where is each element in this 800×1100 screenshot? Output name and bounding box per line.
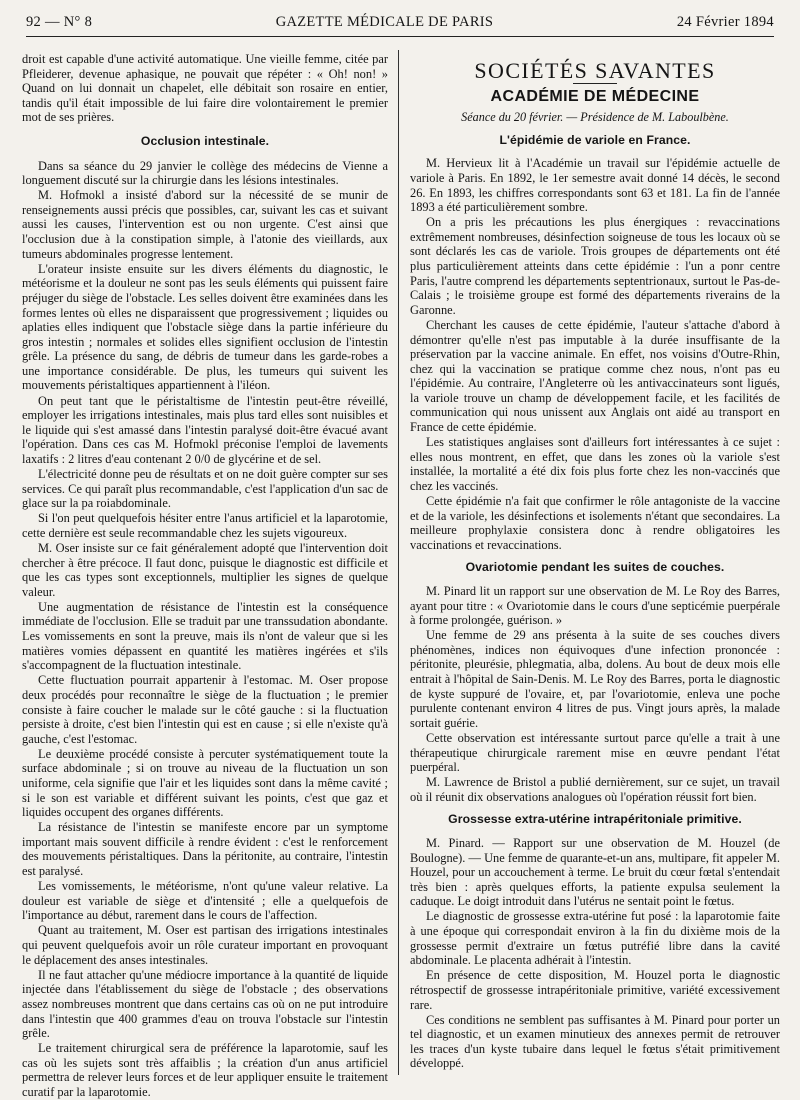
article-heading-occlusion: Occlusion intestinale.: [140, 133, 270, 148]
journal-title: GAZETTE MÉDICALE DE PARIS: [275, 14, 494, 30]
paragraph: Dans sa séance du 29 janvier le collège des médecins de Vienne a longuement discuté sur la chirurgie dans les lésions intestinales.: [22, 158, 388, 188]
article-heading-grossesse: Grossesse extra-utérine intrapéritoniale primitive.: [448, 812, 742, 827]
paragraph: Cette épidémie n'a fait que confirmer le rôle antagoniste de la vaccine et de la variole, les désinfections et isolements n'étant que secondaires. La meilleure prophylaxie consistera donc à rendre obligatoires les vaccinations et revaccinations.: [410, 494, 780, 552]
paragraph: En présence de cette disposition, M. Houzel porta le diagnostic rétrospectif de grossesse intrapéritoniale primitive, variété excessivement rare.: [410, 968, 780, 1012]
paragraph: M. Pinard lit un rapport sur une observation de M. Le Roy des Barres, ayant pour titre : « Ovariotomie dans le cours d'une septicémie puerpérale à forme prolongée, guérison. »: [410, 584, 780, 628]
paragraph: M. Hervieux lit à l'Académie un travail sur l'épidémie actuelle de variole à Paris. En 1892, le 1er semestre avait donné 14 décès, le second 26. En 1893, les chiffres correspondants sont 63 et 181. La fin de l'année 1893 a été particulièrement sombre.: [410, 156, 780, 215]
paragraph: Cherchant les causes de cette épidémie, l'auteur s'attache d'abord à démontrer qu'elle n'est pas imputable à la durée insuffisante de la préservation par la vaccine animale. En effet, nos voisins d'Outre-Rhin, chez qui la vaccination se pratique comme chez nous, n'ont pas eu l'épidémie. Au contraire, l'Angleterre où les antivaccinateurs sont ligués, la variole trouve un champ de développement facile, et les facilités de communication qui nous unissent aux Anglais ont aidé au transport en France de cette épidémie.: [410, 317, 780, 435]
academy-title: ACADÉMIE DE MÉDECINE: [490, 87, 700, 105]
header-rule: [26, 36, 774, 37]
paragraph: On peut tant que le péristaltisme de l'intestin peut-être réveillé, employer les irrigations intestinales, mais plus tard elles sont nuisibles et le liquide qui s'est amassé dans l'intestin paralysé doit-être évacué avant l'opération. Dans ces cas M. Hofmokl préconise l'emploi de lavements laxatifs : 2 litres d'eau contenant 2 0/0 de glycérine et de sel.: [22, 393, 388, 466]
paragraph: Les statistiques anglaises sont d'ailleurs fort intéressantes à ce sujet : elles nous montrent, en effet, que dans les zones où la variole s'est installée, la mortalité a été dix fois plus forte chez les non-vaccinés que chez les vaccinés.: [410, 435, 780, 493]
paragraph: Le diagnostic de grossesse extra-utérine fut posé : la laparotomie faite à une époque qui correspondait environ à la fin du dixième mois de la grossesse permit d'extraire un fœtus putréfié libre dans la cavité abdominale. Le placenta adhérait à l'intestin.: [410, 909, 780, 968]
running-head: [26, 14, 774, 34]
paragraph: Il ne faut attacher qu'une médiocre importance à la quantité de liquide injectée dans l'établissement du siège de l'obstacle ; des observations assez nombreuses montrent que dans certains cas où on ne put introduire dans l'intestin que 400 grammes d'eau on trouva l'obstacle sur l'intestin grêle.: [22, 967, 388, 1041]
paragraph: Ces conditions ne semblent pas suffisantes à M. Pinard pour porter un tel diagnostic, et un examen minutieux des annexes permit de retrouver les traces d'un kyste tubaire dans lequel le fœtus s'était primitivement développé.: [410, 1012, 780, 1071]
paragraph: Une augmentation de résistance de l'intestin est la conséquence immédiate de l'occlusion. Elle se traduit par une transsudation abondante. Les vomissements en sont la preuve, mais ils n'ont de valeur que si les matières vomies dépassent en quantité les matières ingérées et s'ils s'accompagnent de la fluctuation intestinale.: [22, 599, 388, 673]
paragraph: L'électricité donne peu de résultats et on ne doit guère compter sur ses services. Ce qui paraît plus recommandable, c'est l'application d'un sac de glace sur la pa roiabdominale.: [22, 467, 388, 511]
paragraph: M. Lawrence de Bristol a publié dernièrement, sur ce sujet, un travail où il réunit dix observations analogues où l'opération réussit fort bien.: [410, 775, 780, 804]
paragraph: L'orateur insiste ensuite sur les divers éléments du diagnostic, le météorisme et la douleur ne sont pas les seuls éléments qui puissent faire préjuger du siège de l'obstacle. Les selles doivent être examinées dans les formes lentes où elles ne disparaissent que progressivement ; liquides ou aplaties elles indiquent que l'obstacle siège dans la partie inférieure du gros intestin ; normales et solides elles signifient occlusion de l'intestin grêle. La présence du sang, de débris de tumeur dans les garde-robes a une importance considérable. De plus, les tumeurs qui suivent les mouvements péristaltiques appartiennent à l'iléon.: [22, 261, 388, 393]
paragraph: On a pris les précautions les plus énergiques : revaccinations extrêmement nombreuses, désinfection soigneuse de tous les locaux où se sont déclarés les cas de variole. Trois groupes de départements ont été plus particulièrement atteints dans cette épidémie : l'un a ponr centre Paris, l'autre comprend les départements septentrionaux, surtout le Pas-de-Calais ; le troisième groupe est formé des départements riverains de la Garonne.: [410, 215, 780, 317]
article-heading-variole: L'épidémie de variole en France.: [499, 132, 691, 147]
left-column: [22, 52, 388, 1099]
issue-number: — N° 8: [45, 14, 93, 30]
paragraph: M. Pinard. — Rapport sur une observation de M. Houzel (de Boulogne). — Une femme de quarante-et-un ans, multipare, fit appeler M. Houzel, pour un accouchement à terme. Le bruit du cœur fœtal s'entendait très bien : après quelques efforts, la patiente expulsa seulement la caduque. Le doigt introduit dans l'utérus ne sentait point le fœtus.: [410, 836, 780, 909]
paragraph: Les vomissements, le météorisme, n'ont qu'une valeur relative. La douleur est variable de siège et d'intensité ; elle a quelquefois de l'importance au début, rarement dans le cours de l'affection.: [22, 879, 388, 923]
article-heading-ovariotomie: Ovariotomie pendant les suites de couches.: [465, 560, 725, 575]
column-divider: [398, 50, 399, 1075]
paragraph: Si l'on peut quelquefois hésiter entre l'anus artificiel et la laparotomie, cette dernière est seule recommandable chez les sujets vigoureux.: [22, 511, 388, 540]
paragraph: Le deuxième procédé consiste à percuter systématiquement toute la surface abdominale ; si on trouve au niveau de la fluctuation un son uniforme, cela signifie que l'air et les liquides sont dans la même cavité ; si le son est variable et différent suivant les points, c'est que gaz et liquides occupent des organes différents.: [22, 746, 388, 820]
right-column: [410, 52, 780, 1079]
intro-paragraph: droit est capable d'une activité automatique. Une vieille femme, citée par Pfleiderer, devenue aphasique, ne pouvait que répéter : « Oh! non! » Quand on lui donnait un chapelet, elle débitait son rosaire en entier, tandis qu'il était impossible de lui faire dire volontairement le premier mot de ses prières.: [22, 52, 388, 125]
seance-line: Séance du 20 février. — Présidence de M. Laboulbène.: [461, 110, 729, 125]
paragraph: Cette observation est intéressante surtout parce qu'elle a trait à une thérapeutique chirurgicale rarement mise en œuvre pendant l'état puerpéral.: [410, 730, 780, 775]
paragraph: M. Oser insiste sur ce fait généralement adopté que l'intervention doit chercher à être précoce. Il faut donc, puisque le diagnostic est difficile et que les cas types sont exceptionnels, multiplier les signes de quelque valeur.: [22, 541, 388, 599]
paragraph: M. Hofmokl a insisté d'abord sur la nécessité de se munir de renseignements aussi précis que possibles, car, suivant les cas et suivant aussi les causes, l'intervention est ou non urgente. C'est ainsi que l'occlusion due à la constipation simple, à l'atonie des vieillards, aux tumeurs abdominales progresse lentement.: [22, 188, 388, 261]
page-number: 92: [26, 14, 42, 30]
paragraph: Le traitement chirurgical sera de préférence la laparotomie, sauf les cas où les sujets sont très affaiblis ; la création d'un anus artificiel permettra de relever leurs forces et de leur appliquer ensuite le traitement curatif par la laparotomie.: [22, 1041, 388, 1099]
paragraph: La résistance de l'intestin se manifeste encore par un symptome important mais souvent difficile à rendre évident : c'est le renforcement des mouvements péristaltiques. Dans la péritonite, au contraire, l'intestin est paralysé.: [22, 820, 388, 879]
section-title: SOCIÉTÉS SAVANTES: [474, 58, 716, 83]
paragraph: Quant au traitement, M. Oser est partisan des irrigations intestinales qui peuvent quelquefois avoir un rôle curateur important en provoquant le déplacement des anses intestinales.: [22, 923, 388, 967]
page-number-group: [26, 14, 92, 31]
issue-date: 24 Février 1894: [676, 14, 774, 30]
paragraph: Cette fluctuation pourrait appartenir à l'estomac. M. Oser propose deux procédés pour reconnaître le siège de la fluctuation ; le premier consiste à faire coucher le malade sur le côté gauche : si la fluctuation persiste à droite, c'est bien l'intestin qui est en cause ; si elle n'existe qu'à gauche, c'est l'estomac.: [22, 673, 388, 746]
paragraph: Une femme de 29 ans présenta à la suite de ses couches divers phénomènes, indices non équivoques d'une infection prononcée : péritonite, pleurésie, phlegmatia, alba, dolens. Au bout de deux mois elle entrait à l'hôpital de Sain-Denis. M. Le Roy des Barres, porta le diagnostic de kyste suppuré de l'ovaire, et, par l'ovariotomie, enleva une poche purulente contenant environ 4 litres de pus. Vingt jours après, la malade sortait guérie.: [410, 628, 780, 730]
